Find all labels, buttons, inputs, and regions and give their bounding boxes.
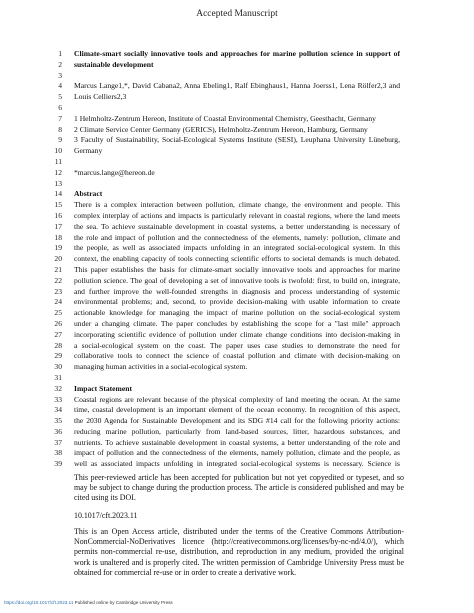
line-number: 9 xyxy=(58,135,62,145)
manuscript-line xyxy=(0,265,474,276)
manuscript-line xyxy=(0,146,474,157)
manuscript-line xyxy=(0,405,474,416)
line-text: time, coastal development is an important element of the ocean economy. In recognition of this aspect, xyxy=(74,405,400,415)
section-heading: Impact Statement xyxy=(74,383,132,393)
line-number: 10 xyxy=(54,146,62,156)
line-number: 13 xyxy=(54,178,62,188)
manuscript-line xyxy=(0,351,474,362)
section-heading: sustainable development xyxy=(74,59,154,69)
manuscript-line xyxy=(0,179,474,190)
line-text: impact of pollution and the connectedness of the elements, namely pollution, climate and the people, as xyxy=(74,448,400,458)
manuscript-line xyxy=(0,384,474,395)
line-text: Germany xyxy=(74,146,103,156)
line-text: environmental problems; and, second, to provide decision-making with usable information to create xyxy=(74,297,400,307)
line-number: 17 xyxy=(54,221,62,231)
line-text: Coastal regions are relevant because of the physical complexity of land meeting the ocean. At the same xyxy=(74,394,400,404)
line-text: the 2030 Agenda for Sustainable Development and its SDG #14 call for the following priority actions: xyxy=(74,416,400,426)
line-number: 2 xyxy=(58,59,62,69)
line-text: This paper establishes the basis for climate-smart socially innovative tools and approaches for marine xyxy=(74,264,400,274)
line-number: 31 xyxy=(54,372,62,382)
line-text: and further improve the well-founded strengths in diagnosis and process understanding of systemic xyxy=(74,286,400,296)
line-text: nutrients. To achieve sustainable development in coastal systems, a better understanding of the role and xyxy=(74,437,400,447)
line-number: 22 xyxy=(54,275,62,285)
line-text: reducing marine pollution, particularly from land-based sources, litter, hazardous substances, and xyxy=(74,426,400,436)
line-number: 16 xyxy=(54,210,62,220)
manuscript-line xyxy=(0,103,474,114)
manuscript-line xyxy=(0,211,474,222)
manuscript-line xyxy=(0,135,474,146)
line-number: 7 xyxy=(58,113,62,123)
line-text: pollution science. The goal of developing a set of innovative tools is twofold: first, to build on, integrate, xyxy=(74,275,400,285)
line-number: 24 xyxy=(54,297,62,307)
line-text: the role and impact of pollution and the connectedness of the elements, namely: pollution, climate and xyxy=(74,232,400,242)
section-heading: Abstract xyxy=(74,189,103,199)
peer-review-notice: This peer-reviewed article has been accepted for publication but not yet copyedited or typeset, and so may be subject to change during the production process. The article is considered published and may be cited using its DOI. xyxy=(74,473,404,503)
footer xyxy=(4,600,173,605)
manuscript-line xyxy=(0,189,474,200)
license-notice: This is an Open Access article, distributed under the terms of the Creative Commons Attribution-NonCommercial-NoDerivatives licence (http://creativecommons.org/licenses/by-nc-nd/4.0/), which permits non-commercial re-use, distribution, and reproduction in any medium, provided the original work is unaltered and is properly cited. The written permission of Cambridge University Press must be obtained for commercial re-use or in order to create a derivative work. xyxy=(74,527,404,577)
manuscript-line xyxy=(0,254,474,265)
line-number: 14 xyxy=(54,189,62,199)
line-number: 4 xyxy=(58,81,62,91)
manuscript-line xyxy=(0,438,474,449)
line-number: 25 xyxy=(54,308,62,318)
manuscript-line xyxy=(0,276,474,287)
manuscript-line xyxy=(0,341,474,352)
manuscript-line xyxy=(0,81,474,92)
line-text: incorporating scientific evidence of pollution under climate change conditions into decision-making in xyxy=(74,329,400,339)
manuscript-line xyxy=(0,373,474,384)
manuscript-line xyxy=(0,243,474,254)
line-number: 28 xyxy=(54,340,62,350)
line-text: There is a complex interaction between pollution, climate change, the environment and people. This xyxy=(74,200,400,210)
doi-line[interactable]: 10.1017/cft.2023.11 xyxy=(74,511,138,520)
line-number: 21 xyxy=(54,264,62,274)
line-number: 20 xyxy=(54,254,62,264)
line-number: 36 xyxy=(54,426,62,436)
line-number: 35 xyxy=(54,416,62,426)
line-number: 12 xyxy=(54,167,62,177)
line-number: 1 xyxy=(58,49,62,58)
line-number: 37 xyxy=(54,437,62,447)
manuscript-line xyxy=(0,330,474,341)
manuscript-line xyxy=(0,49,474,60)
manuscript-body xyxy=(0,49,474,470)
line-text: 3 Faculty of Sustainability, Social-Ecological Systems Institute (SESI), Leuphana University Lüneburg, xyxy=(74,135,400,145)
manuscript-line xyxy=(0,114,474,125)
line-number: 6 xyxy=(58,102,62,112)
manuscript-line xyxy=(0,168,474,179)
line-number: 32 xyxy=(54,383,62,393)
line-number: 39 xyxy=(54,459,62,469)
line-text: a social-ecological system on the coast. The paper uses case studies to demonstrate the need for xyxy=(74,340,400,350)
section-heading: Climate-smart socially innovative tools and approaches for marine pollution science in support of xyxy=(74,49,400,58)
manuscript-line xyxy=(0,200,474,211)
manuscript-line xyxy=(0,427,474,438)
manuscript-line xyxy=(0,287,474,298)
line-number: 19 xyxy=(54,243,62,253)
manuscript-line xyxy=(0,395,474,406)
line-number: 30 xyxy=(54,362,62,372)
manuscript-line xyxy=(0,71,474,82)
line-number: 27 xyxy=(54,329,62,339)
manuscript-line xyxy=(0,448,474,459)
line-number: 5 xyxy=(58,92,62,102)
footer-doi-link[interactable]: https://doi.org/10.1017/cft.2023.11 xyxy=(4,600,74,605)
manuscript-line xyxy=(0,308,474,319)
line-text: the people, as well as associated impacts unfolding in an integrated social-ecological system. In this xyxy=(74,243,400,253)
line-text: Louis Celliers2,3 xyxy=(74,92,127,102)
manuscript-line xyxy=(0,459,474,470)
line-number: 11 xyxy=(54,156,62,166)
line-number: 8 xyxy=(58,124,62,134)
line-text: the sea. To achieve sustainable development in coastal systems, a better understanding is necessary of xyxy=(74,221,400,231)
line-text: context, the enabling capacity of tools connecting scientific efforts to societal demands is much debated. xyxy=(74,254,400,264)
manuscript-line xyxy=(0,233,474,244)
line-number: 3 xyxy=(58,70,62,80)
line-number: 34 xyxy=(54,405,62,415)
manuscript-line xyxy=(0,222,474,233)
manuscript-line xyxy=(0,416,474,427)
manuscript-line xyxy=(0,362,474,373)
manuscript-line xyxy=(0,319,474,330)
line-text: 1 Helmholtz-Zentrum Hereon, Institute of Coastal Environmental Chemistry, Geesthacht, Germany xyxy=(74,113,376,123)
line-text: actionable knowledge for managing the impact of marine pollution on the social-ecological system xyxy=(74,308,400,318)
line-text: *marcus.lange@hereon.de xyxy=(74,167,155,177)
line-number: 29 xyxy=(54,351,62,361)
footer-text: Published online by Cambridge University Press xyxy=(73,600,173,605)
line-text: well as associated impacts unfolding in integrated social-ecological systems is necessary. Science is xyxy=(74,459,400,469)
line-number: 33 xyxy=(54,394,62,404)
manuscript-line xyxy=(0,297,474,308)
manuscript-line xyxy=(0,60,474,71)
line-number: 26 xyxy=(54,318,62,328)
line-number: 38 xyxy=(54,448,62,458)
line-text: managing human activities in a social-ecological system. xyxy=(74,362,248,372)
line-number: 18 xyxy=(54,232,62,242)
line-text: complex interplay of actions and impacts is particularly relevant in coastal regions, where the land meets xyxy=(74,210,400,220)
line-text: 2 Climate Service Center Germany (GERICS), Helmholtz-Zentrum Hereon, Hamburg, Germany xyxy=(74,124,368,134)
line-number: 15 xyxy=(54,200,62,210)
line-text: collaborative tools to connect the science of coastal pollution and climate with decision-making on xyxy=(74,351,400,361)
line-text: under a changing climate. The paper concludes by establishing the scope for a "last mile" approach xyxy=(74,318,400,328)
running-header: Accepted Manuscript xyxy=(196,9,278,19)
line-number: 23 xyxy=(54,286,62,296)
manuscript-line xyxy=(0,92,474,103)
manuscript-line xyxy=(0,125,474,136)
line-text: Marcus Lange1,*, David Cabana2, Anna Ebeling1, Ralf Ebinghaus1, Hanna Joerss1, Lena Rölfer2,3 and xyxy=(74,81,400,91)
manuscript-line xyxy=(0,157,474,168)
